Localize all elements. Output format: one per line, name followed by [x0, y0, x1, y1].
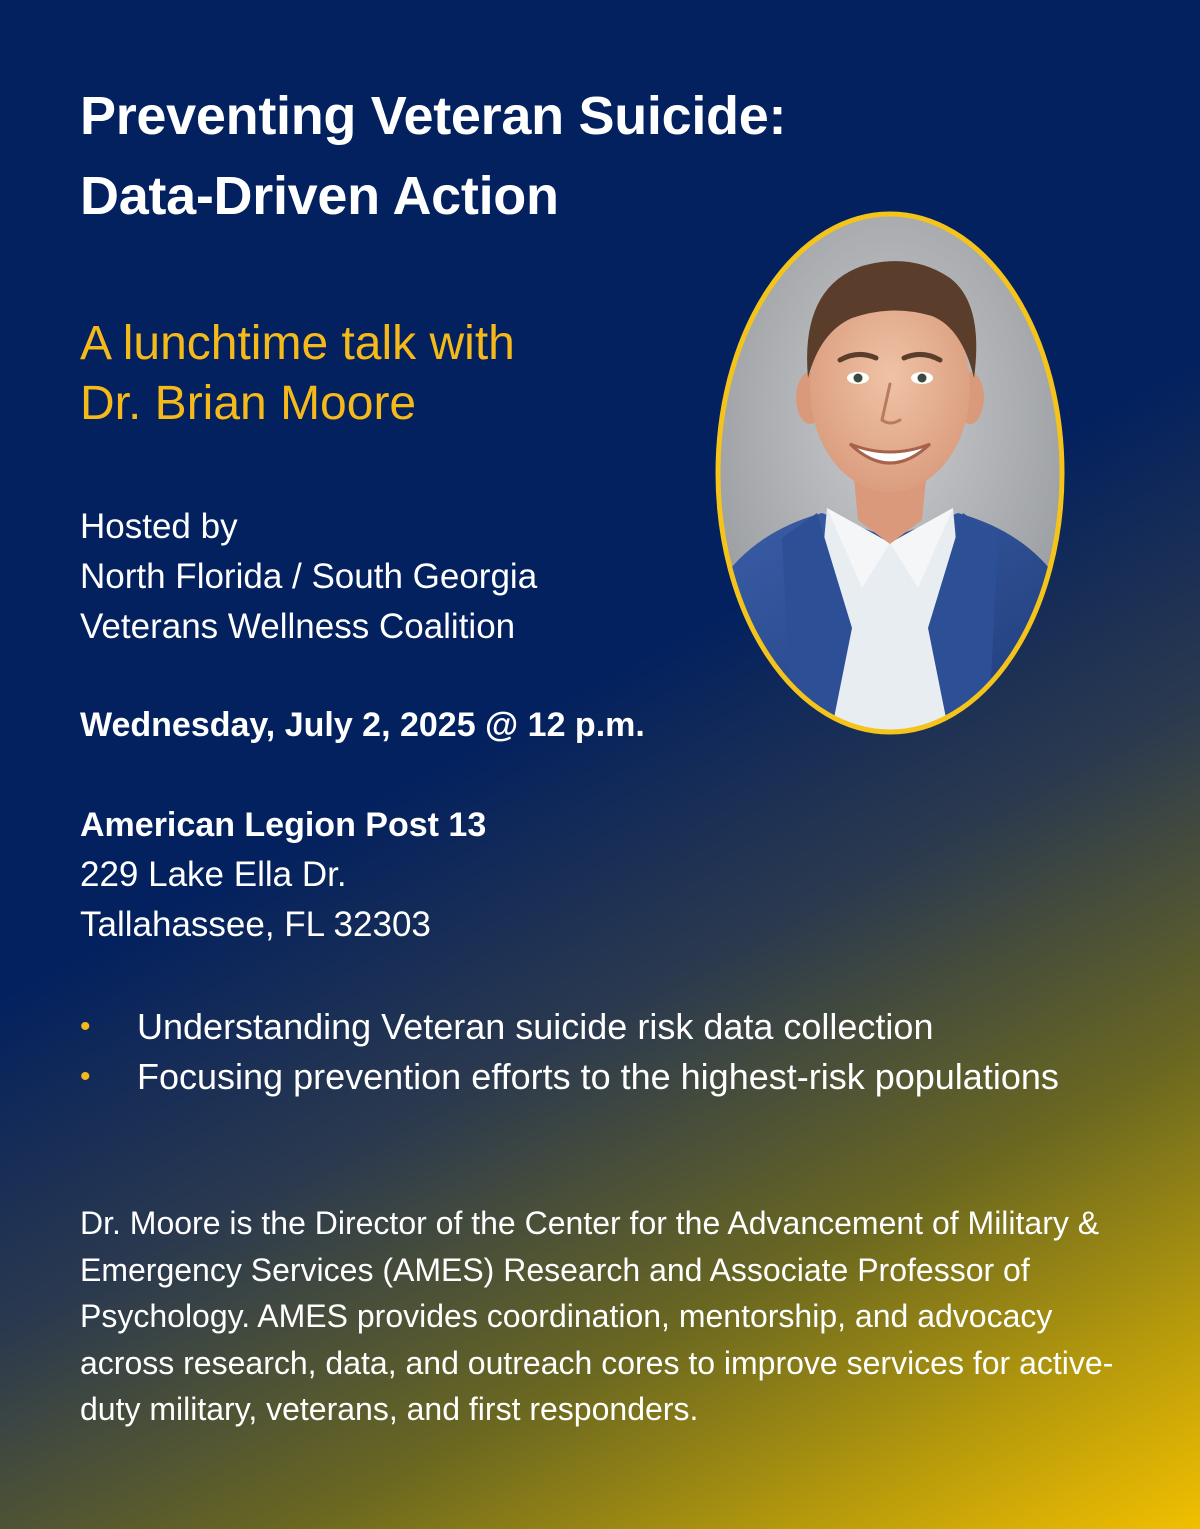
topic-list: [80, 1002, 1140, 1102]
venue-info: [80, 800, 486, 950]
title-line-2: Data-Driven Action: [80, 166, 559, 226]
speaker-name: Dr. Brian Moore: [80, 377, 417, 430]
speaker-bio: Dr. Moore is the Director of the Center for the Advancement of Military & Emergency Services (AMES) Research and Associate Professor of Psychology. AMES provides coordination, mentorship, and advocacy across research, data, and outreach cores to improve services for active-duty military, veterans, and first responders.: [80, 1205, 1114, 1427]
bullet-dot-icon: •: [80, 1010, 91, 1043]
host-label: Hosted by: [80, 507, 238, 546]
topic-text: Understanding Veteran suicide risk data collection: [137, 1006, 934, 1047]
host-info: [80, 502, 537, 652]
speaker-portrait: [712, 208, 1068, 738]
host-org-line-1: North Florida / South Georgia: [80, 557, 538, 596]
venue-name: American Legion Post 13: [80, 806, 487, 844]
host-org-line-2: Veterans Wellness Coalition: [80, 607, 516, 646]
page-title: [80, 76, 786, 236]
list-item: [80, 1052, 1140, 1102]
event-datetime: Wednesday, July 2, 2025 @ 12 p.m.: [80, 706, 645, 744]
list-item: [80, 1002, 1140, 1052]
bullet-dot-icon: •: [80, 1060, 91, 1093]
speaker-subtitle: [80, 314, 515, 434]
topic-text: Focusing prevention efforts to the highest-risk populations: [137, 1056, 1059, 1097]
subtitle-line-1: A lunchtime talk with: [80, 317, 515, 370]
venue-address-line-1: 229 Lake Ella Dr.: [80, 855, 347, 894]
venue-address-line-2: Tallahassee, FL 32303: [80, 905, 431, 944]
title-line-1: Preventing Veteran Suicide:: [80, 86, 787, 146]
